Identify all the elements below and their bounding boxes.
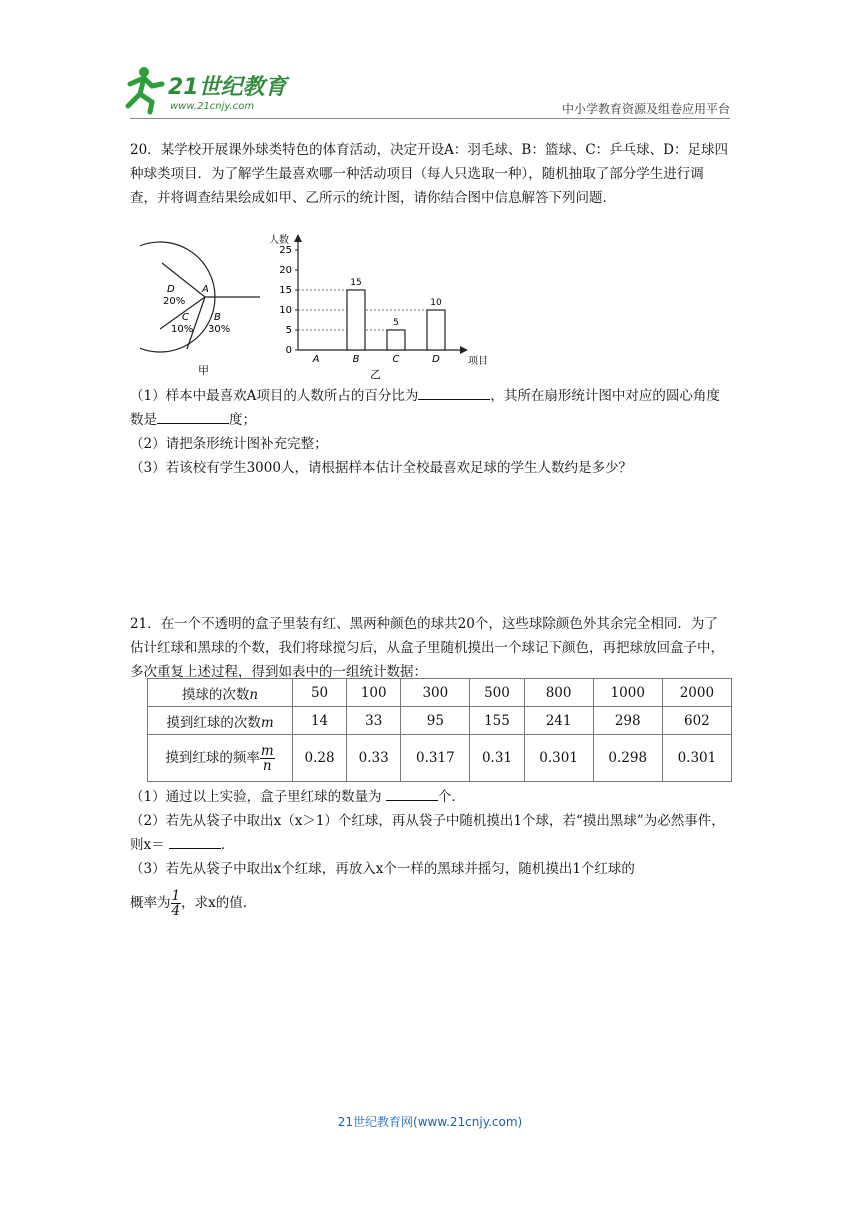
table-cell: 1000 [593, 679, 662, 707]
table-cell: 0.33 [347, 735, 401, 782]
site-logo [120, 62, 295, 117]
question-number: 20． [130, 142, 161, 158]
y-tick-label: 5 [285, 325, 292, 336]
footer-text: 21世纪教育网(www.21cnjy.com) [337, 1115, 523, 1129]
y-tick-label: 20 [279, 265, 292, 276]
pie-percent-c: 10% [171, 324, 194, 335]
logo-main-text: 21世纪教育 [168, 75, 287, 100]
question-21-intro [130, 612, 730, 684]
answer-blank[interactable] [157, 409, 229, 424]
bar-value-label: 10 [430, 298, 442, 308]
bar [347, 290, 365, 350]
question-text: 某学校开展课外球类特色的体育活动，决定开设A：羽毛球、B：篮球、C：乒乓球、D：足球四种球类项目．为了解学生最喜欢哪一种活动项目（每人只选取一种），随机抽取了部分学生进行调查，并将调查结果绘成如甲、乙所示的统计图，请你结合图中信息解答下列问题． [130, 142, 729, 206]
bar [427, 310, 445, 350]
pie-label-b: B [214, 312, 221, 323]
subquestion-text: （3）若先从袋子中取出x个红球，再放入x个一样的黑球并摇匀，随机摸出1个红球的 [130, 861, 635, 877]
question-20-intro [130, 138, 730, 210]
q20-figures [140, 232, 490, 382]
question-20-subquestions [130, 384, 730, 480]
pie-label-c: C [182, 312, 189, 323]
pie-percent-b: 30% [208, 324, 231, 335]
table-cell: 2000 [662, 679, 731, 707]
header-divider [130, 118, 730, 119]
table-cell: 241 [524, 707, 593, 735]
table-cell: 0.31 [470, 735, 524, 782]
subquestion-1 [130, 785, 730, 809]
table-cell: 0.317 [401, 735, 470, 782]
subquestion-2: （2）请把条形统计图补充完整； [130, 436, 328, 452]
x-tick-label: D [432, 354, 440, 365]
row-header: 摸到红球的次数m [148, 707, 293, 735]
pie-caption: 甲 [198, 364, 209, 377]
x-axis-arrow [460, 346, 468, 354]
table-cell: 298 [593, 707, 662, 735]
subquestion-3 [130, 857, 730, 881]
bar-caption: 乙 [370, 368, 381, 381]
row-header: 摸球的次数n [148, 679, 293, 707]
answer-blank[interactable] [169, 834, 221, 849]
bar-chart [269, 233, 488, 381]
fraction: $\frac{m}{n}$ [260, 742, 274, 774]
fraction: $\frac{1}{4}$ [171, 888, 181, 919]
table-row [148, 707, 732, 735]
subquestion-text: 个． [437, 789, 465, 805]
table-cell: 0.28 [293, 735, 347, 782]
table-cell: 155 [470, 707, 524, 735]
answer-blank[interactable] [418, 385, 490, 400]
table-cell: 0.301 [524, 735, 593, 782]
y-tick-label: 10 [279, 305, 292, 316]
subquestion-text: （1）样本中最喜欢A项目的人数所占的百分比为 [130, 388, 419, 404]
statistics-table [147, 678, 732, 782]
subquestion-text: 度； [229, 412, 256, 428]
subquestion-text: （2）若先从袋子中取出x（x＞1）个红球，再从袋子中随机摸出1个球，若“摸出黑球”为必然事件，则x＝ [130, 813, 725, 853]
pie-percent-d: 20% [163, 296, 186, 307]
platform-name: 中小学教育资源及组卷应用平台 [561, 102, 730, 116]
bar-value-label: 5 [393, 318, 399, 328]
table-row [148, 735, 732, 782]
y-axis-label: 人数 [269, 235, 289, 246]
subquestion-3: （3）若该校有学生3000人，请根据样本估计全校最喜欢足球的学生人数约是多少？ [130, 460, 632, 476]
table-cell: 95 [401, 707, 470, 735]
runner-icon [128, 67, 162, 112]
question-text: 在一个不透明的盒子里装有红、黑两种颜色的球共20个，这些球除颜色外其余完全相同．为了估计红球和黑球的个数，我们将球搅匀后，从盒子里随机摸出一个球记下颜色，再把球放回盒子中，多次重复上述过程，得到如表中的一组统计数据： [130, 616, 724, 680]
table-cell: 0.298 [593, 735, 662, 782]
bar [387, 330, 405, 350]
question-number: 21． [130, 616, 161, 632]
x-tick-label: C [392, 354, 400, 365]
row-header: 摸到红球的频率 $\frac{m}{n}$ [148, 735, 293, 782]
x-tick-label: A [312, 354, 320, 365]
table-cell: 800 [524, 679, 593, 707]
subquestion-1 [130, 384, 730, 432]
pie-label-a: A [202, 284, 209, 295]
subquestion-text: ，其所在扇形统计图中对应的圆心角度数是 [130, 388, 720, 428]
logo-url-text: www.21cnjy.com [170, 101, 255, 112]
table-cell: 50 [293, 679, 347, 707]
subquestion-text: ． [220, 837, 235, 853]
table-cell: 0.301 [662, 735, 731, 782]
subquestion-text: 概率为 [130, 895, 171, 911]
y-tick-label: 25 [279, 245, 292, 256]
table-cell: 602 [662, 707, 731, 735]
table-cell: 14 [293, 707, 347, 735]
y-axis-arrow [294, 234, 302, 242]
table-cell: 100 [347, 679, 401, 707]
subquestion-text: （1）通过以上实验，盒子里红球的数量为 [130, 789, 382, 805]
table-row [148, 679, 732, 707]
subquestion-2 [130, 809, 730, 857]
x-tick-label: B [352, 354, 360, 365]
subquestion-text: ，求x的值． [181, 895, 257, 911]
answer-blank[interactable] [386, 786, 438, 801]
x-axis-label: 项目 [468, 356, 488, 367]
bar-value-label: 15 [350, 278, 362, 288]
table-cell: 500 [470, 679, 524, 707]
table-cell: 33 [347, 707, 401, 735]
question-21-subquestions [130, 785, 730, 918]
pie-divider [187, 297, 205, 349]
pie-label-d: D [167, 284, 175, 295]
y-tick-label: 0 [285, 345, 292, 356]
y-tick-label: 15 [279, 285, 292, 296]
table-cell: 300 [401, 679, 470, 707]
pie-chart [140, 242, 260, 377]
subquestion-3-continued [130, 889, 730, 918]
